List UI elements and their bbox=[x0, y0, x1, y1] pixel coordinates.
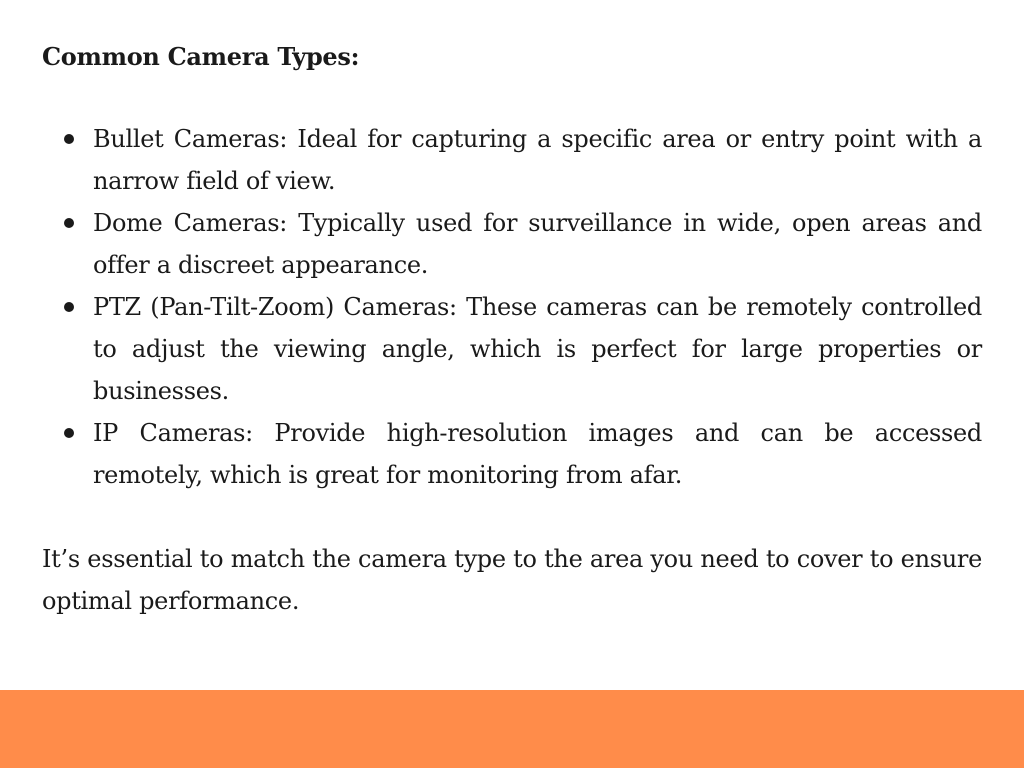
list-item bbox=[42, 118, 982, 202]
camera-types-list bbox=[42, 118, 982, 496]
bullet-icon bbox=[64, 218, 74, 228]
list-item-text: IP Cameras: Provide high-resolution images and can be accessed remotely, which is great for monitoring from afar. bbox=[93, 419, 982, 489]
bullet-icon bbox=[64, 134, 74, 144]
list-item bbox=[42, 202, 982, 286]
list-item bbox=[42, 412, 982, 496]
bullet-icon bbox=[64, 428, 74, 438]
list-item-text: Bullet Cameras: Ideal for capturing a specific area or entry point with a narrow field of view. bbox=[93, 125, 982, 195]
section-heading: Common Camera Types: bbox=[42, 42, 360, 71]
document-content bbox=[42, 38, 982, 622]
bullet-icon bbox=[64, 302, 74, 312]
list-item bbox=[42, 286, 982, 412]
closing-paragraph: It’s essential to match the camera type to the area you need to cover to ensure optimal performance. bbox=[42, 545, 982, 615]
footer-color-band bbox=[0, 690, 1024, 768]
list-item-text: Dome Cameras: Typically used for surveillance in wide, open areas and offer a discreet appearance. bbox=[93, 209, 982, 279]
list-item-text: PTZ (Pan-Tilt-Zoom) Cameras: These cameras can be remotely controlled to adjust the viewing angle, which is perfect for large properties or businesses. bbox=[93, 293, 982, 405]
